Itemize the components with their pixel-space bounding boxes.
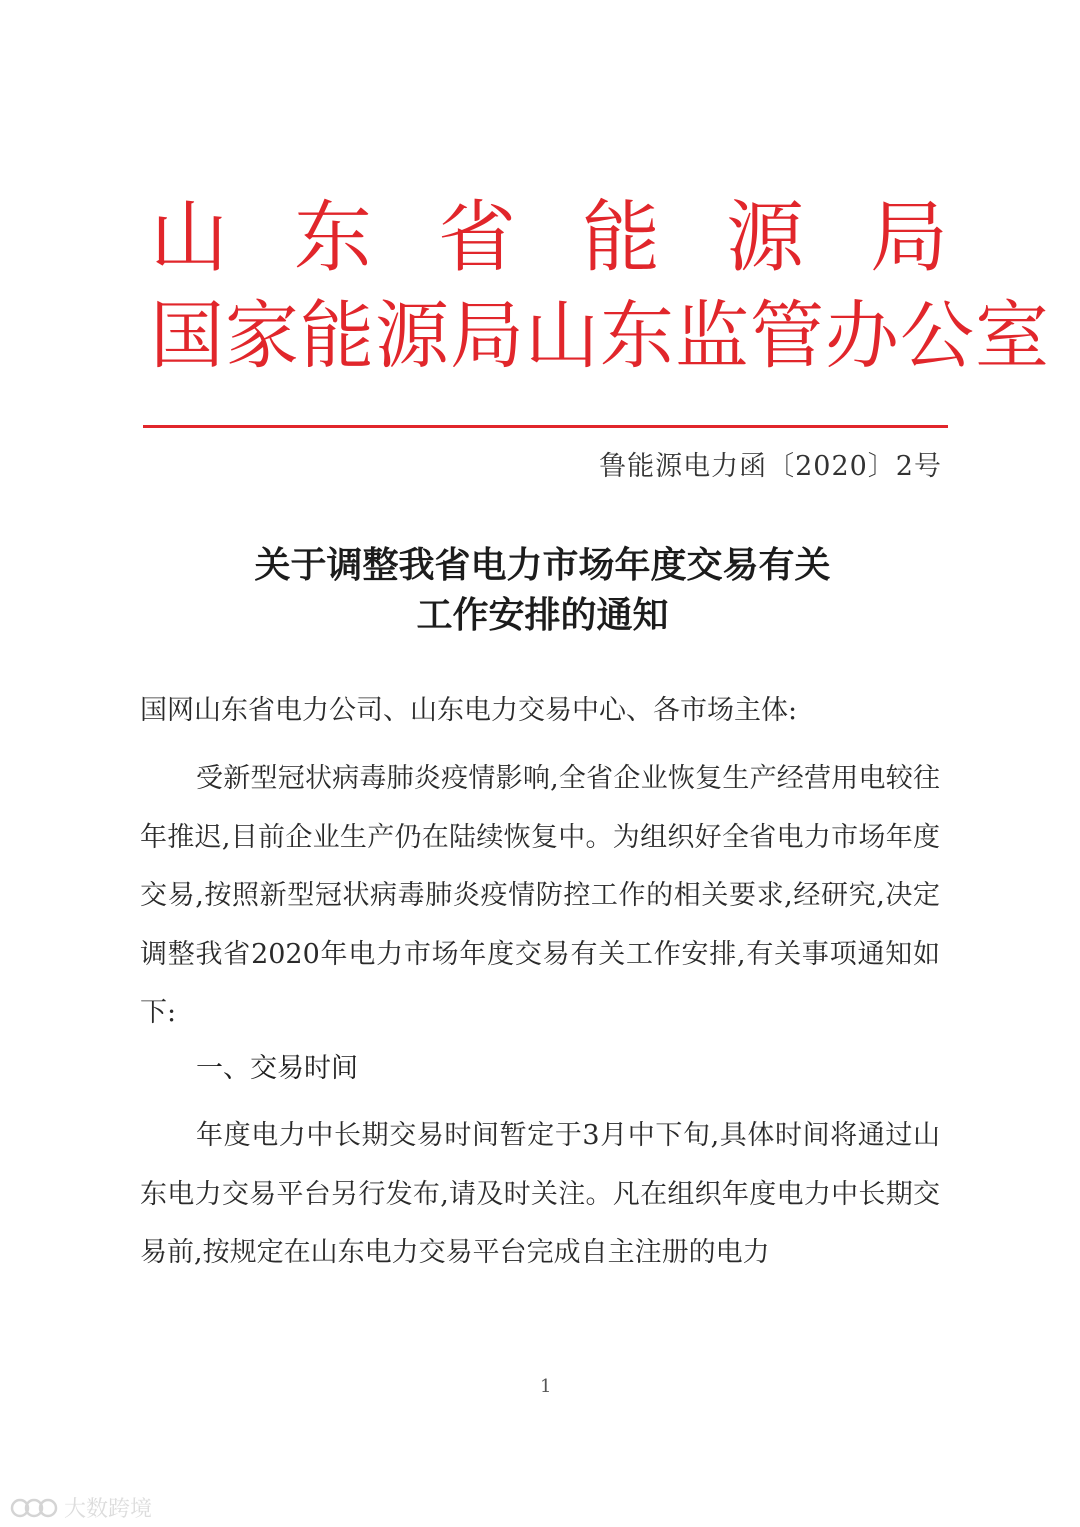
- section-heading-trading-time: 一、交易时间: [196, 1053, 358, 1084]
- document-number: 鲁能源电力函〔2020〕2号: [599, 451, 942, 482]
- document-title: [140, 540, 945, 640]
- paragraph-intro: 受新型冠状病毒肺炎疫情影响,全省企业恢复生产经营用电较往年推迟,目前企业生产仍在陆续恢复中。为组织好全省电力市场年度交易,按照新型冠状病毒肺炎疫情防控工作的相关要求,经研究,决定调整我省2020年电力市场年度交易有关工作安排,有关事项通知如下:: [140, 763, 940, 1028]
- watermark-logo-icon: [10, 1496, 58, 1520]
- issuer-name-line-2: 国家能源局山东监管办公室: [150, 293, 1050, 379]
- watermark-text: 大数跨境: [64, 1497, 153, 1522]
- page-number: 1: [540, 1376, 552, 1397]
- document-title-line-1: 关于调整我省电力市场年度交易有关: [254, 544, 831, 586]
- paragraph-trading-time: 年度电力中长期交易时间暂定于3月中下旬,具体时间将通过山东电力交易平台另行发布,请及时关注。凡在组织年度电力中长期交易前,按规定在山东电力交易平台完成自主注册的电力: [140, 1120, 940, 1268]
- watermark: [10, 1492, 152, 1523]
- red-header-divider: [143, 425, 948, 428]
- document-title-line-2: 工作安排的通知: [416, 594, 669, 636]
- issuer-name-line-1: 山 东 省 能 源 局: [150, 193, 950, 283]
- addressee: 国网山东省电力公司、山东电力交易中心、各市场主体:: [140, 695, 798, 726]
